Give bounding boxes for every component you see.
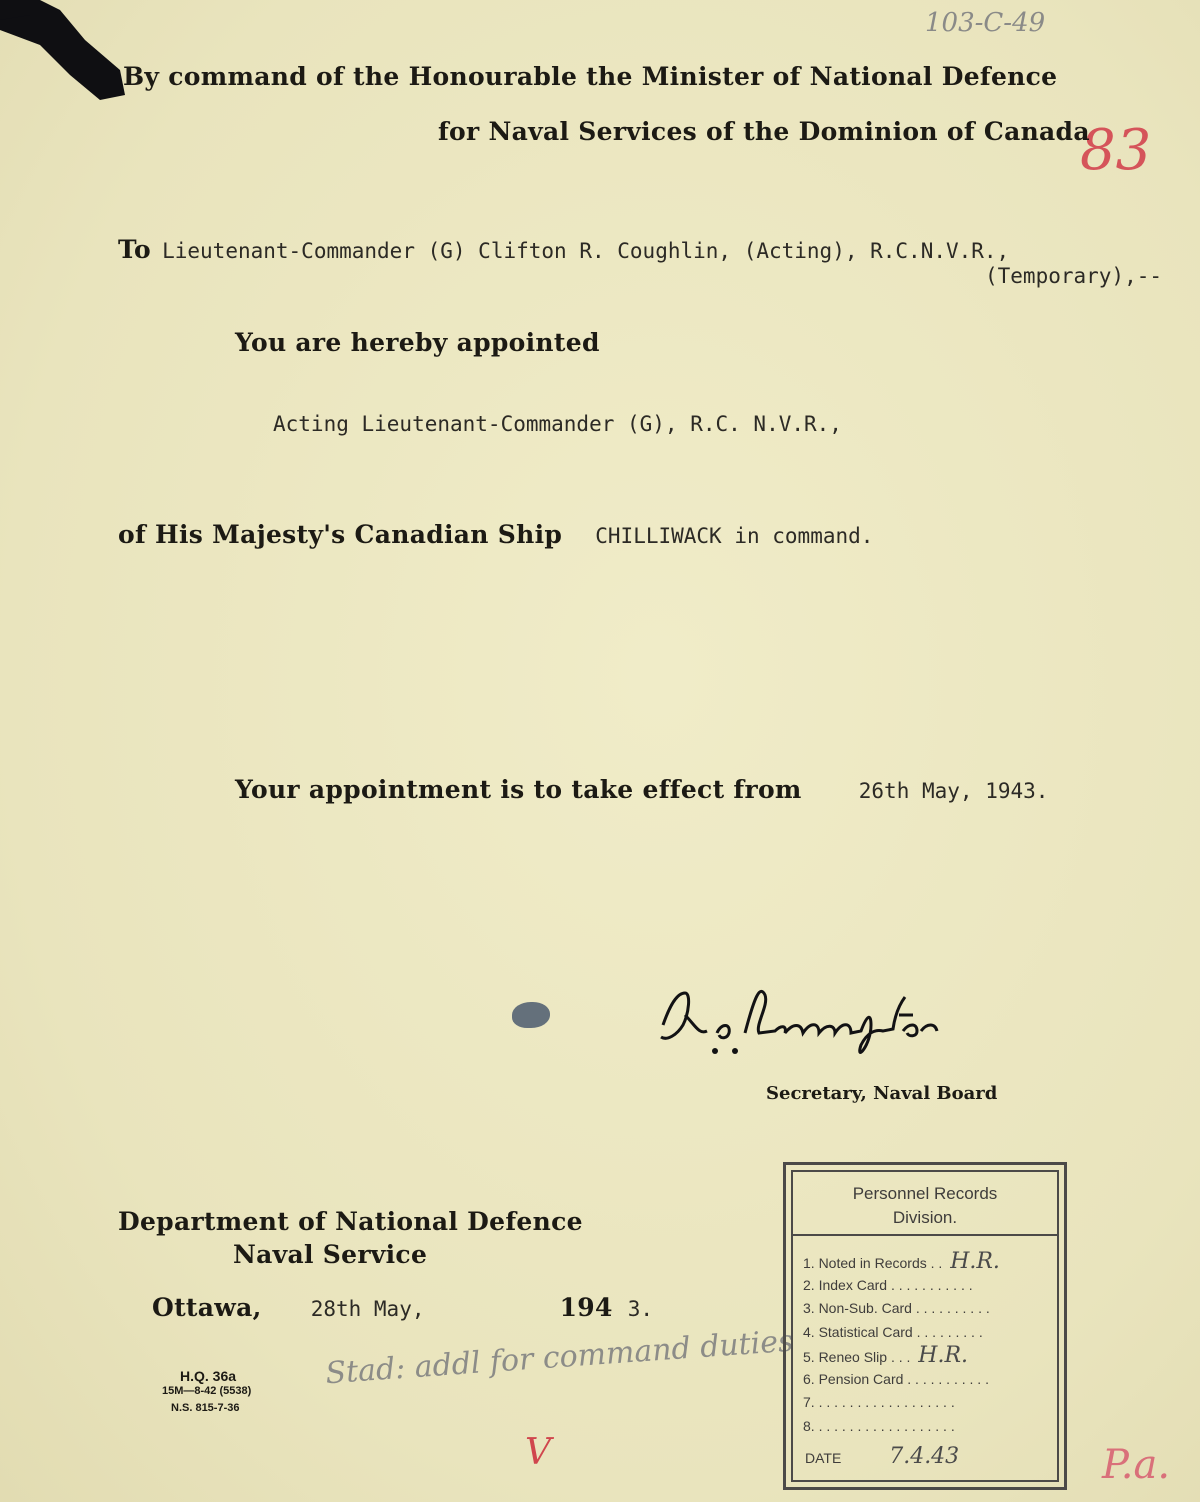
department-name: Department of National Defence [118, 1207, 583, 1236]
records-stamp [783, 1162, 1067, 1490]
addressee-prefix: To [118, 235, 152, 264]
form-ns-code: N.S. 815-7-36 [171, 1402, 240, 1414]
effective-phrase: Your appointment is to take effect from [235, 775, 802, 804]
header-line-1: By command of the Honourable the Minister of National Defence [123, 62, 1058, 91]
stamp-item: 3. Non-Sub. Card . . . . . . . . . . [803, 1300, 990, 1316]
stamp-item-initial: H.R. [918, 1344, 969, 1368]
form-print-code: 15M—8-42 (5538) [162, 1385, 252, 1397]
stamp-item: 8. . . . . . . . . . . . . . . . . . . [803, 1417, 955, 1434]
ship-phrase: of His Majesty's Canadian Ship [118, 520, 563, 549]
signature [655, 985, 1115, 1065]
stamp-heading-line-2: Division. [892, 1208, 958, 1227]
effective-date: 26th May, 1943. [858, 779, 1049, 803]
ship-name: CHILLIWACK in command. [595, 524, 874, 548]
stamp-divider [793, 1234, 1057, 1236]
issue-city: Ottawa, [152, 1293, 262, 1322]
stamp-heading [793, 1182, 1057, 1230]
stamp-item: 2. Index Card . . . . . . . . . . . [803, 1276, 973, 1293]
stamp-item: 1. Noted in Records . . H.R. [803, 1250, 1000, 1274]
ship-line [118, 520, 873, 549]
stamp-heading-line-1: Personnel Records [852, 1184, 998, 1203]
effective-line [235, 775, 1048, 804]
appointment-phrase: You are hereby appointed [235, 328, 600, 357]
addressee-continuation: (Temporary),-- [985, 264, 1163, 288]
form-number: H.Q. 36a [180, 1368, 237, 1384]
stamp-item: 5. Reneo Slip . . . H.R. [803, 1344, 969, 1368]
issue-year-prefix: 194 [559, 1293, 613, 1322]
red-initials: P.a. [1102, 1442, 1171, 1488]
issue-date-line [152, 1293, 653, 1322]
issue-date: 28th May, [310, 1297, 425, 1321]
stamp-date-value: 7.4.43 [889, 1444, 960, 1469]
stamp-item-initial: H.R. [950, 1250, 1000, 1274]
issue-year-suffix: 3. [627, 1297, 654, 1321]
red-check-mark: V [525, 1432, 551, 1473]
appointed-rank: Acting Lieutenant-Commander (G), R.C. N.V.R., [273, 412, 842, 436]
stamp-item: 7. . . . . . . . . . . . . . . . . . . [803, 1394, 955, 1410]
stamp-item: 4. Statistical Card . . . . . . . . . [803, 1323, 983, 1340]
stamp-date-label: DATE [805, 1450, 842, 1466]
addressee-name: Lieutenant-Commander (G) Clifton R. Coughlin, (Acting), R.C.N.V.R., [162, 239, 1010, 263]
stamp-date [805, 1444, 959, 1469]
header-line-2: for Naval Services of the Dominion of Canada [438, 117, 1090, 146]
file-reference: 103-C-49 [925, 8, 1046, 38]
secretary-title: Secretary, Naval Board [766, 1083, 998, 1104]
ink-blot [512, 1002, 550, 1028]
torn-corner [0, 0, 140, 120]
service-name: Naval Service [233, 1240, 428, 1269]
addressee-block [118, 235, 1009, 264]
stamp-item: 6. Pension Card . . . . . . . . . . . [803, 1370, 989, 1387]
stamp-list [803, 1250, 1049, 1438]
handwritten-note: Stad: addl for command duties [324, 1323, 795, 1392]
folio-number: 83 [1080, 118, 1152, 183]
